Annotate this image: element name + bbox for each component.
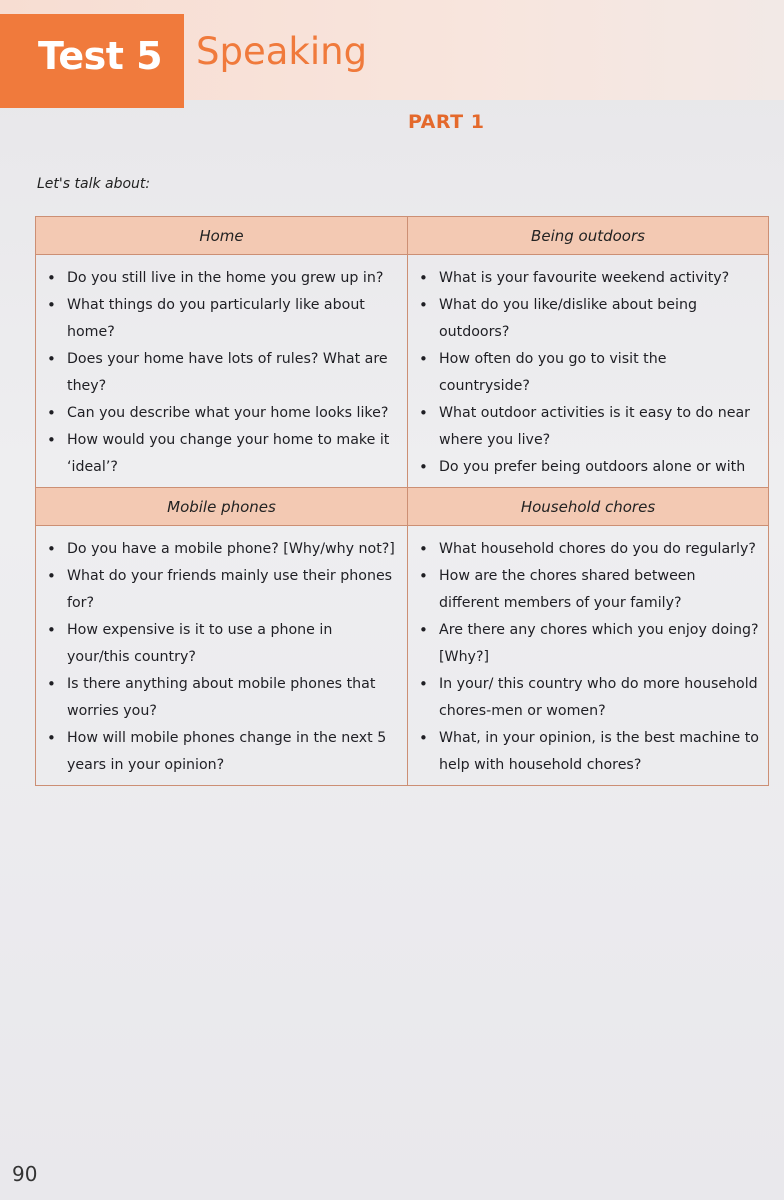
topic-header-mobile-phones: Mobile phones bbox=[35, 487, 408, 526]
topic-header-being-outdoors: Being outdoors bbox=[407, 216, 769, 255]
topic-cell-mobile-phones bbox=[35, 525, 408, 786]
question-item: • What outdoor activities is it easy to do near where you live? bbox=[416, 400, 760, 454]
question-item: • Can you describe what your home looks like? bbox=[44, 400, 399, 427]
topic-cell-home bbox=[35, 254, 408, 488]
question-item: • How would you change your home to make it ‘ideal’? bbox=[44, 427, 399, 481]
topic-cell-being-outdoors bbox=[407, 254, 769, 488]
question-list bbox=[408, 526, 768, 779]
question-item: • What is your favourite weekend activity? bbox=[416, 265, 760, 292]
question-item: • What things do you particularly like about home? bbox=[44, 292, 399, 346]
section-title: Speaking bbox=[196, 30, 368, 73]
page-number: 90 bbox=[12, 1162, 38, 1186]
topic-header-home: Home bbox=[35, 216, 408, 255]
question-item: • Do you still live in the home you grew up in? bbox=[44, 265, 399, 292]
question-list bbox=[408, 255, 768, 508]
question-list bbox=[36, 526, 407, 779]
topic-cell-household-chores bbox=[407, 525, 769, 786]
question-item: • How are the chores shared between different members of your family? bbox=[416, 563, 760, 617]
question-list bbox=[36, 255, 407, 481]
question-item: • Do you prefer being outdoors alone or with bbox=[416, 454, 760, 508]
question-item: • How will mobile phones change in the next 5 years in your opinion? bbox=[44, 725, 399, 779]
question-item: • What household chores do you do regularly? bbox=[416, 536, 760, 563]
question-item: • In your/ this country who do more household chores-men or women? bbox=[416, 671, 760, 725]
topic-header-household-chores: Household chores bbox=[407, 487, 769, 526]
question-item: • What do you like/dislike about being outdoors? bbox=[416, 292, 760, 346]
question-item: • Does your home have lots of rules? What are they? bbox=[44, 346, 399, 400]
question-item: • How often do you go to visit the countryside? bbox=[416, 346, 760, 400]
part-title: PART 1 bbox=[408, 111, 485, 133]
question-item: • Are there any chores which you enjoy doing? [Why?] bbox=[416, 617, 760, 671]
test-label: Test 5 bbox=[38, 34, 163, 78]
question-item: • What do your friends mainly use their phones for? bbox=[44, 563, 399, 617]
question-item: • What, in your opinion, is the best machine to help with household chores? bbox=[416, 725, 760, 779]
question-item: • Do you have a mobile phone? [Why/why not?] bbox=[44, 536, 399, 563]
question-item: • Is there anything about mobile phones that worries you? bbox=[44, 671, 399, 725]
intro-text: Let's talk about: bbox=[37, 176, 151, 192]
topics-table bbox=[35, 216, 769, 786]
question-item: • How expensive is it to use a phone in your/this country? bbox=[44, 617, 399, 671]
